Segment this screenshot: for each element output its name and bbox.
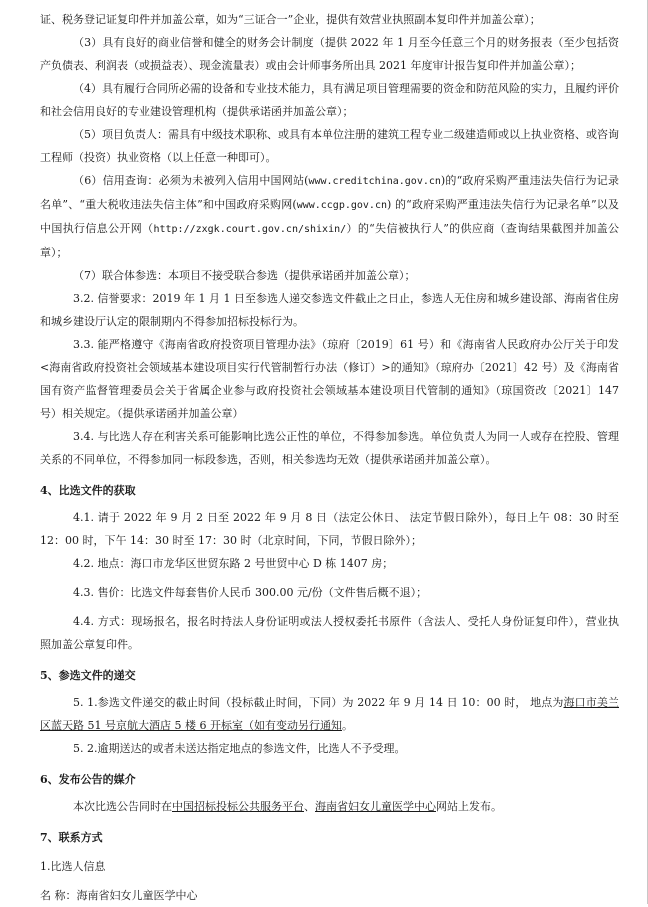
heading-section-7: 7、联系方式 bbox=[40, 831, 103, 844]
paragraph-conflict-of-interest: 3.4. 与比选人存在利害关系可能影响比选公正性的单位，不得参加参选。单位负责人为同一人或存在控股、管理关系的不同单位，不得参加同一标段参选，否则，相关参选均无效（提供承诺函并加盖公章）。 bbox=[40, 430, 619, 466]
paragraph-obtain-time: 4.1. 请于 2022 年 9 月 2 日至 2022 年 9 月 8 日（法定公休日、 法定节假日除外），每日上午 08：30 时至 12：00 时，下午 14：30 时至 17：30 时（北京时间，下同，节假日除外）； bbox=[40, 511, 619, 547]
link-hospital-site[interactable]: 海南省妇女儿童医学中心 bbox=[315, 800, 436, 813]
paragraph-tenderer-name: 名 称：海南省妇女儿童医学中心 bbox=[40, 889, 198, 902]
paragraph-tenderer-info: 1.比选人信息 bbox=[40, 860, 106, 873]
paragraph-equipment-capability: （4）具有履行合同所必需的设备和专业技术能力，具有满足项目管理需要的资金和防范风险的实力，且履约评价和社会信用良好的专业建设管理机构（提供承诺函并加盖公章）； bbox=[40, 82, 619, 118]
paragraph-obtain-place: 4.2. 地点：海口市龙华区世贸东路 2 号世贸中心 D 栋 1407 房； bbox=[73, 557, 394, 570]
link-zxgk[interactable]: http://zxgk.court.gov.cn/shixin/ bbox=[153, 224, 347, 235]
paragraph-regulations: 3.3. 能严格遵守《海南省政府投资项目管理办法》（琼府〔2019〕61 号）和《海南省人民政府办公厅关于印发<海南省政府投资社会领域基本建设项目实行代管制暂行办法（修订）>的通知》（琼府办〔2021〕42 号）及《海南省国有资产监督管理委员会关于省属企业参与政府投资社会领域基本建设项目代管制的通知》（琼国资改〔2021〕147 号）相关规定。（提供承诺函并加盖公章） bbox=[40, 338, 619, 420]
heading-section-6: 6、发布公告的媒介 bbox=[40, 773, 136, 786]
submit-location: 海口市美兰区蓝天路 51 号京航大酒店 5 楼 6 开标室（如有变动另行通知 bbox=[40, 696, 619, 732]
paragraph-media: 本次比选公告同时在中国招标投标公共服务平台、海南省妇女儿童医学中心网站上发布。 bbox=[73, 800, 502, 813]
link-ccgp[interactable]: www.ccgp.gov.cn bbox=[296, 200, 387, 211]
link-creditchina[interactable]: www.creditchina.gov.cn bbox=[308, 176, 441, 187]
paragraph-credit-check: （6）信用查询：必须为未被列入信用中国网站(www.creditchina.gov.cn)的“政府采购严重违法失信行为记录名单”、“重大税收违法失信主体”和中国政府采购网(www.ccgp.gov.cn) 的“政府采购严重违法失信行为记录名单”以及中国执行信息公开网（http://zxgk.court.gov.cn/shixin/）的“失信被执行人”的供应商（查询结果截图并加盖公章）； bbox=[40, 174, 620, 259]
paragraph-business-license: 证、税务登记证复印件并加盖公章，如为“三证合一”企业，提供有效营业执照副本复印件并加盖公章）； bbox=[40, 13, 541, 26]
paragraph-consortium: （7）联合体参选：本项目不接受联合参选（提供承诺函并加盖公章）； bbox=[73, 269, 416, 282]
paragraph-financial-system: （3）具有良好的商业信誉和健全的财务会计制度（提供 2022 年 1 月至今任意三个月的财务报表（至少包括资产负债表、利润表（或损益表）、现金流量表）或由会计师事务所出具 2021 年度审计报告复印件并加盖公章）； bbox=[40, 36, 619, 72]
heading-section-4: 4、比选文件的获取 bbox=[40, 484, 136, 497]
paragraph-obtain-method: 4.4. 方式：现场报名，报名时持法人身份证明或法人授权委托书原件（含法人、受托人身份证复印件），营业执照加盖公章复印件。 bbox=[40, 615, 619, 651]
paragraph-submit-deadline: 5. 1.参选文件递交的截止时间（投标截止时间，下同）为 2022 年 9 月 14 日 10：00 时， 地点为海口市美兰区蓝天路 51 号京航大酒店 5 楼 6 开标室（如有变动另行通知。 bbox=[40, 696, 619, 732]
paragraph-obtain-price: 4.3. 售价：比选文件每套售价人民币 300.00 元/份（文件售后概不退）； bbox=[73, 586, 428, 599]
paragraph-project-leader: （5）项目负责人：需具有中级技术职称、或具有本单位注册的建筑工程专业二级建造师或以上执业资格、或咨询工程师（投资）执业资格（以上任意一种即可）。 bbox=[40, 128, 619, 164]
paragraph-reputation: 3.2. 信誉要求：2019 年 1 月 1 日至参选人递交参选文件截止之日止，参选人无住房和城乡建设部、海南省住房和城乡建设厅认定的限制期内不得参加招标投标行为。 bbox=[40, 292, 619, 328]
link-bidding-platform[interactable]: 中国招标投标公共服务平台 bbox=[172, 800, 304, 813]
heading-section-5: 5、参选文件的递交 bbox=[40, 669, 136, 682]
paragraph-late-submission: 5. 2.逾期送达的或者未送达指定地点的参选文件，比选人不予受理。 bbox=[73, 742, 406, 755]
